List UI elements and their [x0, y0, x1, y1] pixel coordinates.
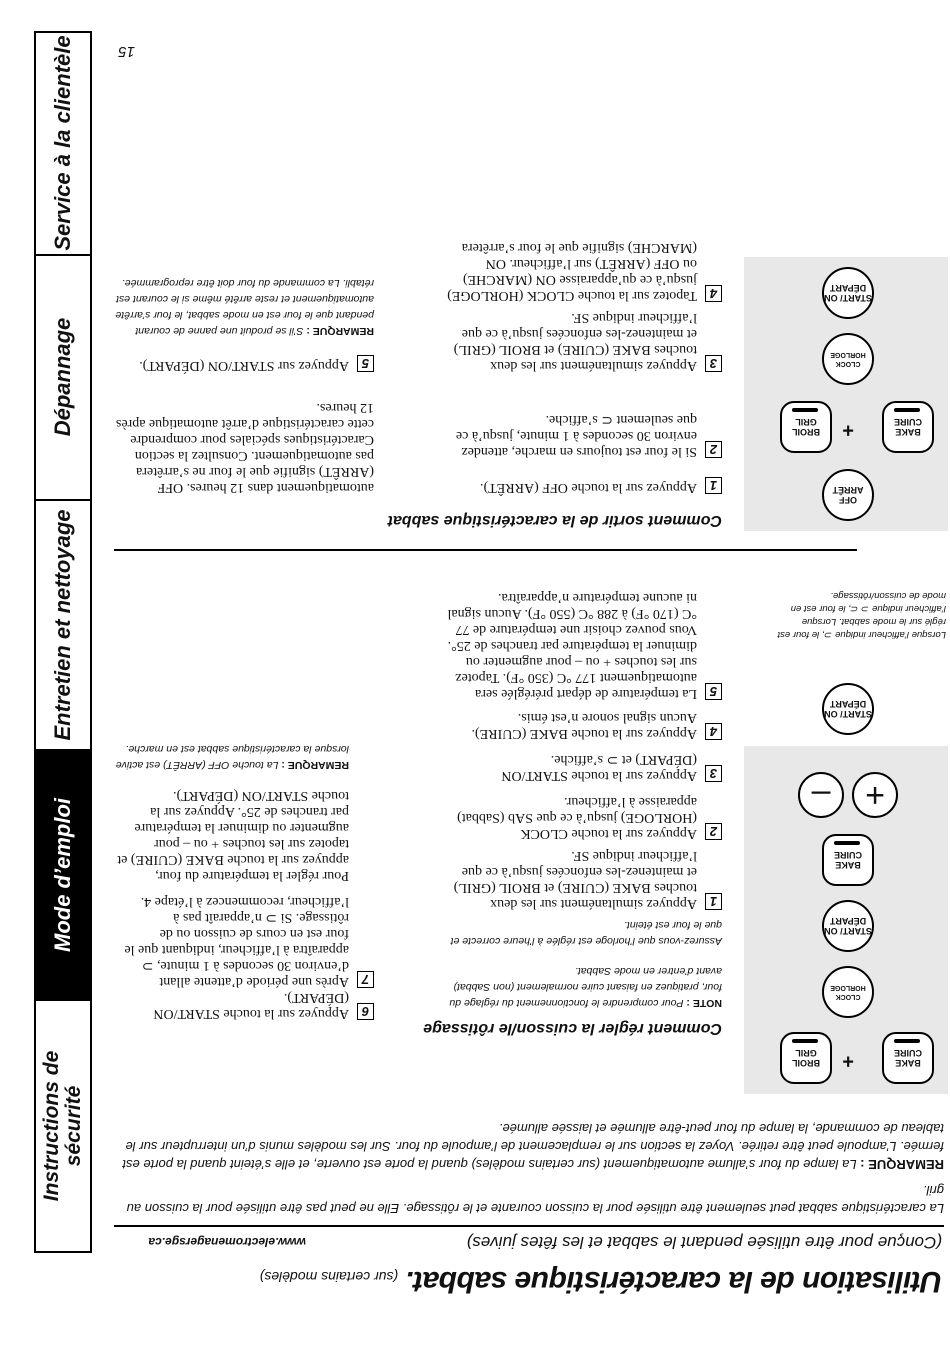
s2-step-1-text: Appuyez sur la touche OFF (ARRÊT).	[480, 480, 697, 495]
s2-auto-text: automatiquement dans 12 heures. OFF (ARRÊT) signifie que le four ne s’arrêtera pas automatiquement. Consultez la section Caractéristiques spéciales pour comprendre cette caractéristique d’arrêt automatique après 12 heures.	[115, 400, 374, 495]
tab-operating-label: Mode d’emploi	[50, 798, 75, 952]
s1-step-6-number: 6	[357, 1003, 374, 1020]
s1-step-4	[447, 709, 722, 741]
s1-remark-label: REMARQUE :	[281, 759, 349, 771]
s2-step-2	[447, 411, 722, 459]
start-key-2-label: START/ ON DÉPART	[824, 283, 872, 303]
broil-key-2[interactable]	[780, 401, 832, 453]
tab-troubleshooting-label: Dépannage	[50, 318, 75, 437]
s2-step-3-number: 3	[705, 355, 722, 372]
s1-step-4-text: Appuyez sur la touche BAKE (CUIRE). Aucun signal sonore n’est émis.	[471, 710, 697, 741]
s1-remark-text: La touche OFF (ARRÊT) est active lorsque la caractéristique sabbat est en marche.	[115, 743, 349, 771]
s1-step-7-text: Après une période d’attente allant d’environ 30 secondes à 1 minute, ⊃ apparaîtra à l’afficheur, indiquant que le four est en cours de cuisson ou de rôtissage. Si ⊃ n’apparaît pas à l’afficheur, recommencez à l’étape 4.	[124, 894, 349, 989]
s1-adjust-text: Pour régler la température du four, appuyez sur la touche BAKE (CUIRE) et tapotez sur les touches + ou – pour augmenter ou diminuer la température par tranches de 25°. Appuyez sur la touche START/ON (DÉPART).	[117, 788, 349, 883]
start-key-label: START/ ON DÉPART	[824, 916, 872, 936]
section1-note2: Assurez-vous que l’horloge est réglée à l’heure correcte et que le four est éteint.	[450, 919, 722, 947]
section-divider	[114, 549, 857, 551]
s1-step-6	[114, 989, 374, 1021]
s1-step-2-number: 2	[705, 823, 722, 840]
off-key[interactable]	[822, 469, 874, 521]
s1-step-3	[447, 751, 722, 783]
page-title-sub: (sur certains modèles)	[259, 1269, 399, 1285]
s2-step-3-text: Appuyez simultanément sur les deux touches BAKE (CUIRE) et BROIL (GRIL) et maintenez-les enfoncées jusqu’à ce que l’afficheur indique SF.	[453, 310, 697, 373]
plus-key[interactable]	[852, 772, 898, 818]
section-tab-bar	[34, 31, 92, 1253]
minus-key[interactable]	[798, 772, 844, 818]
start-key[interactable]	[822, 900, 874, 952]
s2-step-5-text: Appuyez sur START/ON (DÉPART).	[139, 358, 349, 373]
start-key-2[interactable]	[822, 267, 874, 319]
s2-remark-label: REMARQUE :	[306, 325, 374, 337]
s1-step-6-text: Appuyez sur la touche START/ON (DÉPART).	[153, 990, 349, 1021]
s1-step-2-text: Appuyez sur la touche CLOCK (HORLOGE) jusqu’à ce que SAb (Sabbat) apparaisse à l’afficheur.	[457, 794, 697, 841]
s2-step-1-number: 1	[705, 477, 722, 494]
s2-step-2-number: 2	[705, 441, 722, 458]
s1-step-7-number: 7	[357, 971, 374, 988]
start-key-3-label: START/ ON DÉPART	[824, 699, 872, 719]
tab-troubleshooting[interactable]	[36, 256, 90, 501]
tab-safety-label: Instructions de sécurité	[40, 1050, 85, 1202]
s2-step-5	[114, 355, 374, 373]
s1-step-2	[447, 793, 722, 841]
tab-safety[interactable]	[36, 1001, 90, 1251]
tab-care-label: Entretien et nettoyage	[50, 509, 75, 741]
tab-customer-service[interactable]	[36, 33, 90, 256]
bake-key-2-label: BAKE CUIRE	[834, 850, 863, 870]
lamp-remark	[114, 1119, 944, 1173]
clock-key[interactable]	[822, 966, 874, 1018]
bake-key-2[interactable]	[822, 834, 874, 886]
s1-step-1	[447, 847, 722, 911]
s1-step-4-number: 4	[705, 723, 722, 740]
section2-title: Comment sortir de la caractéristique sabbat	[387, 512, 722, 529]
combo-plus: +	[842, 1050, 854, 1072]
s2-step-3	[447, 309, 722, 373]
s1-step-1-number: 1	[705, 893, 722, 910]
section1-note	[447, 963, 722, 1011]
s2-step-5-number: 5	[357, 355, 374, 372]
section1-note-text: Pour comprendre le fonctionnement du réglage du four, pratiquez en faisant cuire normalement (non Sabbat) avant d’entrer en mode Sabbat.	[449, 965, 722, 1009]
s1-step-3-text: Appuyez sur la touche START/ON (DÉPART) et ⊃ s’affiche.	[501, 752, 697, 783]
s2-step-1	[447, 477, 722, 495]
header-rule	[114, 1225, 944, 1227]
section2-key-panel	[744, 257, 948, 531]
start-key-3[interactable]	[822, 683, 874, 735]
clock-key-label: CLOCK HORLOGE	[830, 984, 866, 1000]
plus-key-label: +	[865, 776, 885, 814]
page-subtitle: (Conçue pour être utilisée pendant le sabbat et les fêtes juives)	[466, 1233, 942, 1252]
bake-key-3[interactable]	[882, 401, 934, 453]
minus-key-label: –	[811, 776, 831, 814]
lamp-remark-text: La lampe du four s’allume automatiquement (sur certains modèles) quand la porte est ouverte, et elle s’éteint quand la porte est fermée. L’ampoule peut être retirée. Voyez la section sur le remplacement de l’ampoule du four. Sur les modèles munis d’un interrupteur sur le tableau de commande, la lampe du four peut-être allumée et laissée allumée.	[122, 1121, 944, 1172]
tab-care[interactable]	[36, 501, 90, 751]
clock-key-2-label: CLOCK HORLOGE	[830, 351, 866, 367]
website-link[interactable]: www.electromenagersge.ca	[148, 1235, 306, 1249]
lamp-remark-label: REMARQUE :	[860, 1157, 944, 1172]
bake-key-label: BAKE CUIRE	[894, 1048, 923, 1068]
s2-step-4-number: 4	[705, 285, 722, 302]
section1-note-label: NOTE :	[686, 997, 722, 1009]
off-key-label: OFF ARRÊT	[832, 485, 864, 505]
s1-step-5-text: La température de départ préréglée sera automatiquement 177 °C (350 °F). Tapotez sur les touches + ou – pour augmenter ou diminuer la température par tranches de 25°. Vous pouvez choisir une température de 77 °C (170 °F) à 288 °C (550 °F). Aucun signal ni aucune température n’apparaîtra.	[447, 590, 697, 701]
s1-remark	[114, 741, 349, 773]
broil-key-label: BROIL GRIL	[792, 1048, 820, 1068]
clock-key-2[interactable]	[822, 333, 874, 385]
sabbat-display-note: Lorsque l’afficheur indique ⊃, le four est réglé sur le mode sabbat. Lorsque l’afficheur indique ⊃ ⊂, le four est en mode de cuisson/rôtissage.	[777, 590, 946, 640]
page-number: 15	[118, 43, 135, 60]
s2-step-4-text: Tapotez sur la touche CLOCK (HORLOGE) jusqu’à ce qu’apparaisse ON (MARCHE) ou OFF (ARRÊT) sur l’afficheur. ON (MARCHE) signifie que le four s’arrêtera	[447, 240, 697, 303]
intro-text: La caractéristique sabbat peut seulement être utilisée pour la cuisson courante et le rôtissage. Elle ne peut pas être utilisée pour la cuisson au gril.	[126, 1183, 944, 1216]
s1-step-5	[447, 589, 722, 701]
broil-key[interactable]	[780, 1032, 832, 1084]
tab-customer-service-label: Service à la clientèle	[50, 35, 75, 252]
s2-remark-text: S’il se produit une panne de courant pendant que le four est en mode sabbat, le four s’arrête automatiquement et reste arrêté même si le courant est rétabli. La commande du four doit être reprogrammée.	[115, 277, 374, 337]
section1-key-panel	[744, 746, 948, 1094]
page-title	[260, 1264, 942, 1298]
s1-step-7	[114, 893, 374, 989]
section1-title: Comment régler la cuisson/le rôtissage	[423, 1020, 722, 1037]
page-title-main: Utilisation de la caractéristique sabbat.	[405, 1265, 942, 1298]
bake-key[interactable]	[882, 1032, 934, 1084]
s2-step-2-text: Si le four est toujours en marche, attendez environ 30 secondes à 1 minute, jusqu’à ce que seulement ⊂ s’affiche.	[455, 412, 697, 459]
tab-operating[interactable]	[36, 751, 90, 1001]
s1-step-5-number: 5	[705, 683, 722, 700]
s1-step-3-number: 3	[705, 765, 722, 782]
broil-key-2-label: BROIL GRIL	[792, 417, 820, 437]
combo-plus-2: +	[842, 419, 854, 441]
s2-remark	[114, 275, 374, 339]
bake-key-3-label: BAKE CUIRE	[894, 417, 923, 437]
s1-step-1-text: Appuyez simultanément sur les deux touches BAKE (CUIRE) et BROIL (GRIL) et maintenez-les enfoncées jusqu’à ce que l’afficheur indique SF.	[453, 848, 697, 911]
s2-step-4	[447, 239, 722, 303]
